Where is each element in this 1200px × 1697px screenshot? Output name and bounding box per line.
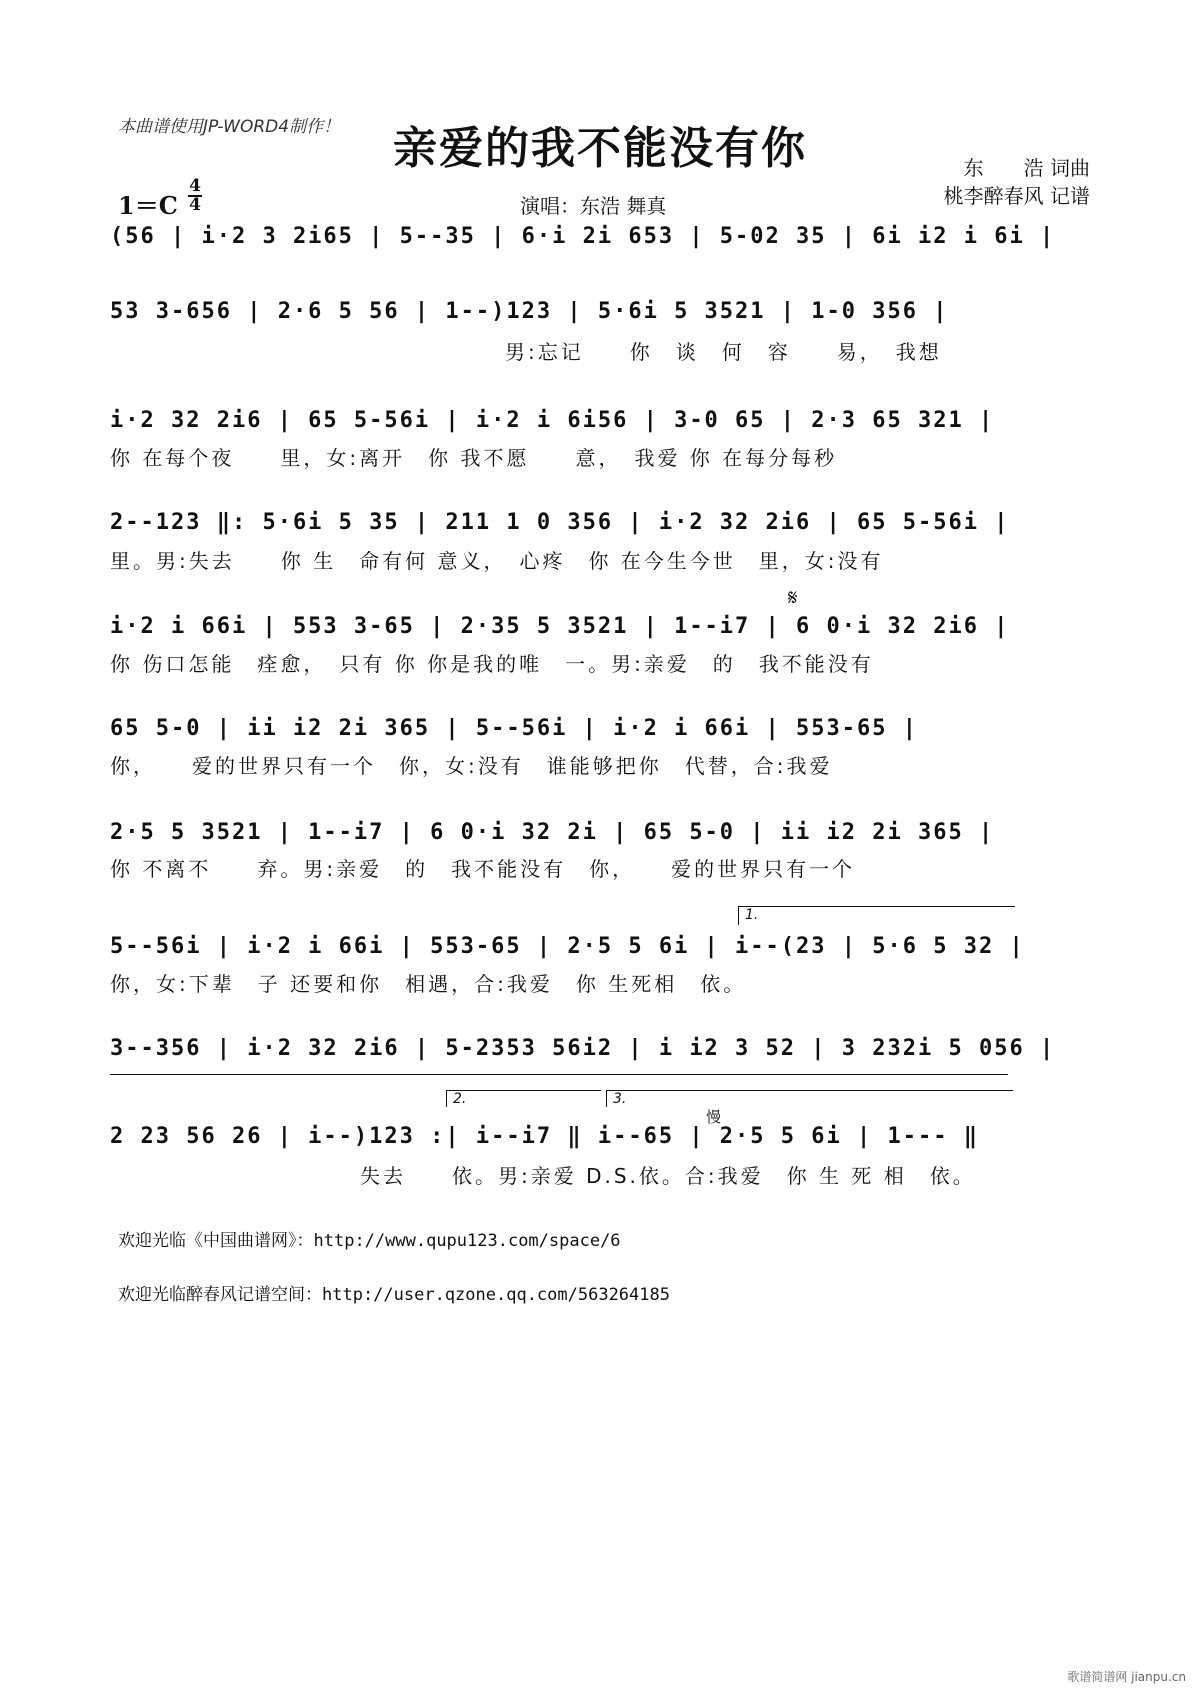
score-row-lyrics: 你，女:下辈 子 还要和你 相遇，合:我爱 你 生死相 依。 [110,972,747,996]
lyricist-credit: 东 浩 词曲 [963,156,1090,180]
score-row-notes: i·2 32 2i6 | 65 5-56i | i·2 i 6i56 | 3-0 65 | 2·3 65 321 | [110,408,995,433]
key-signature: 1＝C [118,191,178,220]
transcriber-credit: 桃李醉春风 记谱 [943,184,1090,208]
song-title: 亲爱的我不能没有你 [393,123,807,174]
score-row-lyrics: 你 在每个夜 里，女:离开 你 我不愿 意， 我爱 你 在每分每秒 [110,446,838,470]
score-row-notes: 5--56i | i·2 i 66i | 553-65 | 2·5 5 6i | i--(23 | 5·6 5 32 | [110,934,1025,959]
segno-icon: 𝄋 [788,586,798,611]
singer-credit: 演唱：东浩 舞真 [520,194,667,218]
volta-1-bracket: 1. [738,906,1015,925]
score-row-notes: 53 3-656 | 2·6 5 56 | 1--)123 | 5·6i 5 3521 | 1-0 356 | [110,299,949,324]
score-row-lyrics: 你， 爱的世界只有一个 你，女:没有 谁能够把你 代替，合:我爱 [110,754,833,778]
score-row-notes: 2--123 ‖: 5·6i 5 35 | 211 1 0 356 | i·2 32 2i6 | 65 5-56i | [110,510,1010,535]
score-row-lyrics: 你 伤口怎能 痊愈， 只有 你 你是我的唯 一。男:亲爱 的 我不能没有 [110,652,874,676]
score-row-lyrics: 失去 依。男:亲爱 D.S.依。合:我爱 你 生 死 相 依。 [360,1164,976,1188]
time-signature [188,178,202,214]
score-row-notes: 2·5 5 3521 | 1--i7 | 6 0·i 32 2i | 65 5-0 | ii i2 2i 365 | [110,820,995,845]
score-row-notes: 2 23 56 26 | i--)123 :| i--i7 ‖ i--65 | 2·5 5 6i | 1--- ‖ [110,1124,979,1149]
score-row-lyrics: 你 不离不 弃。男:亲爱 的 我不能没有 你， 爱的世界只有一个 [110,857,856,881]
time-signature-top: 4 [189,176,201,196]
score-row-notes: 65 5-0 | ii i2 2i 365 | 5--56i | i·2 i 66i | 553-65 | [110,716,918,741]
score-row-notes: i·2 i 66i | 553 3-65 | 2·35 5 3521 | 1--i7 | 6 0·i 32 2i6 | [110,614,1010,639]
footer-link-qupu[interactable]: 欢迎光临《中国曲谱网》：http://www.qupu123.com/space/6 [118,1231,621,1251]
footer-link-qzone[interactable]: 欢迎光临醉春风记谱空间：http://user.qzone.qq.com/563264185 [118,1285,670,1305]
score-row-notes: 3--356 | i·2 32 2i6 | 5-2353 56i2 | i i2 3 52 | 3 232i 5 056 | [110,1036,1056,1061]
made-with-note: 本曲谱使用JP-WORD4制作！ [118,117,341,137]
volta-3-bracket: 3. [606,1090,1013,1107]
tempo-marking: 慢 [706,1108,722,1126]
volta-2-bracket: 2. [446,1090,601,1107]
staff-divider [110,1074,1008,1075]
score-row-lyrics: 男:忘记 你 谈 何 容 易， 我想 [505,340,942,364]
site-watermark: 歌谱简谱网 jianpu.cn [1067,1670,1186,1684]
score-row-notes: (56 | i·2 3 2i65 | 5--35 | 6·i 2i 653 | 5-02 35 | 6i i2 i 6i | [110,224,1056,249]
score-row-lyrics: 里。男:失去 你 生 命有何 意义， 心疼 你 在今生今世 里，女:没有 [110,549,884,573]
time-signature-bottom: 4 [189,195,201,215]
